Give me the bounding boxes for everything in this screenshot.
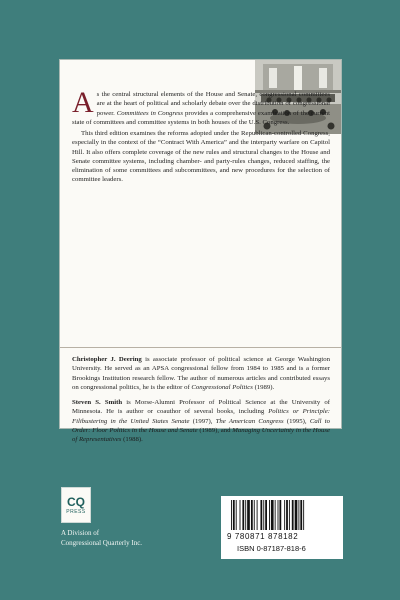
cq-press-logo xyxy=(61,487,91,523)
barcode-number: 9 780871 878182 xyxy=(227,532,299,541)
divider xyxy=(60,347,341,348)
barcode xyxy=(221,496,343,559)
barcode-bars-icon xyxy=(231,500,333,532)
author-bio-smith: Steven S. Smith is Morse-Alumni Professor of Political Science at the University of Minnesota. He is author or coauthor of several books, including Politics or Principle: Filibustering in the United States Senate (1997), The American Congress (1995), Call to Order: Floor Politics in the House and Senate (1989), and Managing Uncertainty in the House of Representatives (1988). xyxy=(72,399,331,443)
isbn: ISBN 0-87187-818-6 xyxy=(237,544,306,553)
description-panel xyxy=(59,59,342,443)
book-title: Committees in Congress xyxy=(116,109,184,117)
drop-cap: A xyxy=(72,86,94,119)
description-paragraph-2: This third edition examines the reforms adopted under the Republican-controlled Congress, especially in the context of the “Contract With America” and the interparty warfare on Capitol Hill. It also offers complete coverage of the new rules and structural changes to the House and Senate committee systems, including chamber- and party-rules changes, reduced staffing, the elimination of some committees and subcommittees, and new procedures for the selection of committee leaders. xyxy=(72,130,330,184)
author-bio-deering: Christopher J. Deering is associate professor of political science at George Washington University. He served as an APSA congressional fellow from 1984 to 1985 and is a former Brookings Institution research fellow. The author of numerous articles and contributed essays on congressional politics, he is the editor of Congressional Politics (1989). xyxy=(72,356,330,391)
publisher-division: A Division of Congressional Quarterly Inc. xyxy=(61,529,143,547)
book-description xyxy=(72,86,331,187)
author-name: Christopher J. Deering xyxy=(72,356,142,363)
logo-press: PRESS xyxy=(66,508,86,515)
logo-mark: CQ xyxy=(67,494,85,509)
description-paragraph-1: As the central structural elements of the House and Senate, congressional committees are at the heart of political and scholarly debate over the distribution of congressional power. Committees in Congress provides a comprehensive examination of the current state of committees and committee systems in both houses of the U.S. Congress. xyxy=(72,86,331,126)
author-bios xyxy=(72,355,330,450)
author-name: Steven S. Smith xyxy=(72,399,123,406)
